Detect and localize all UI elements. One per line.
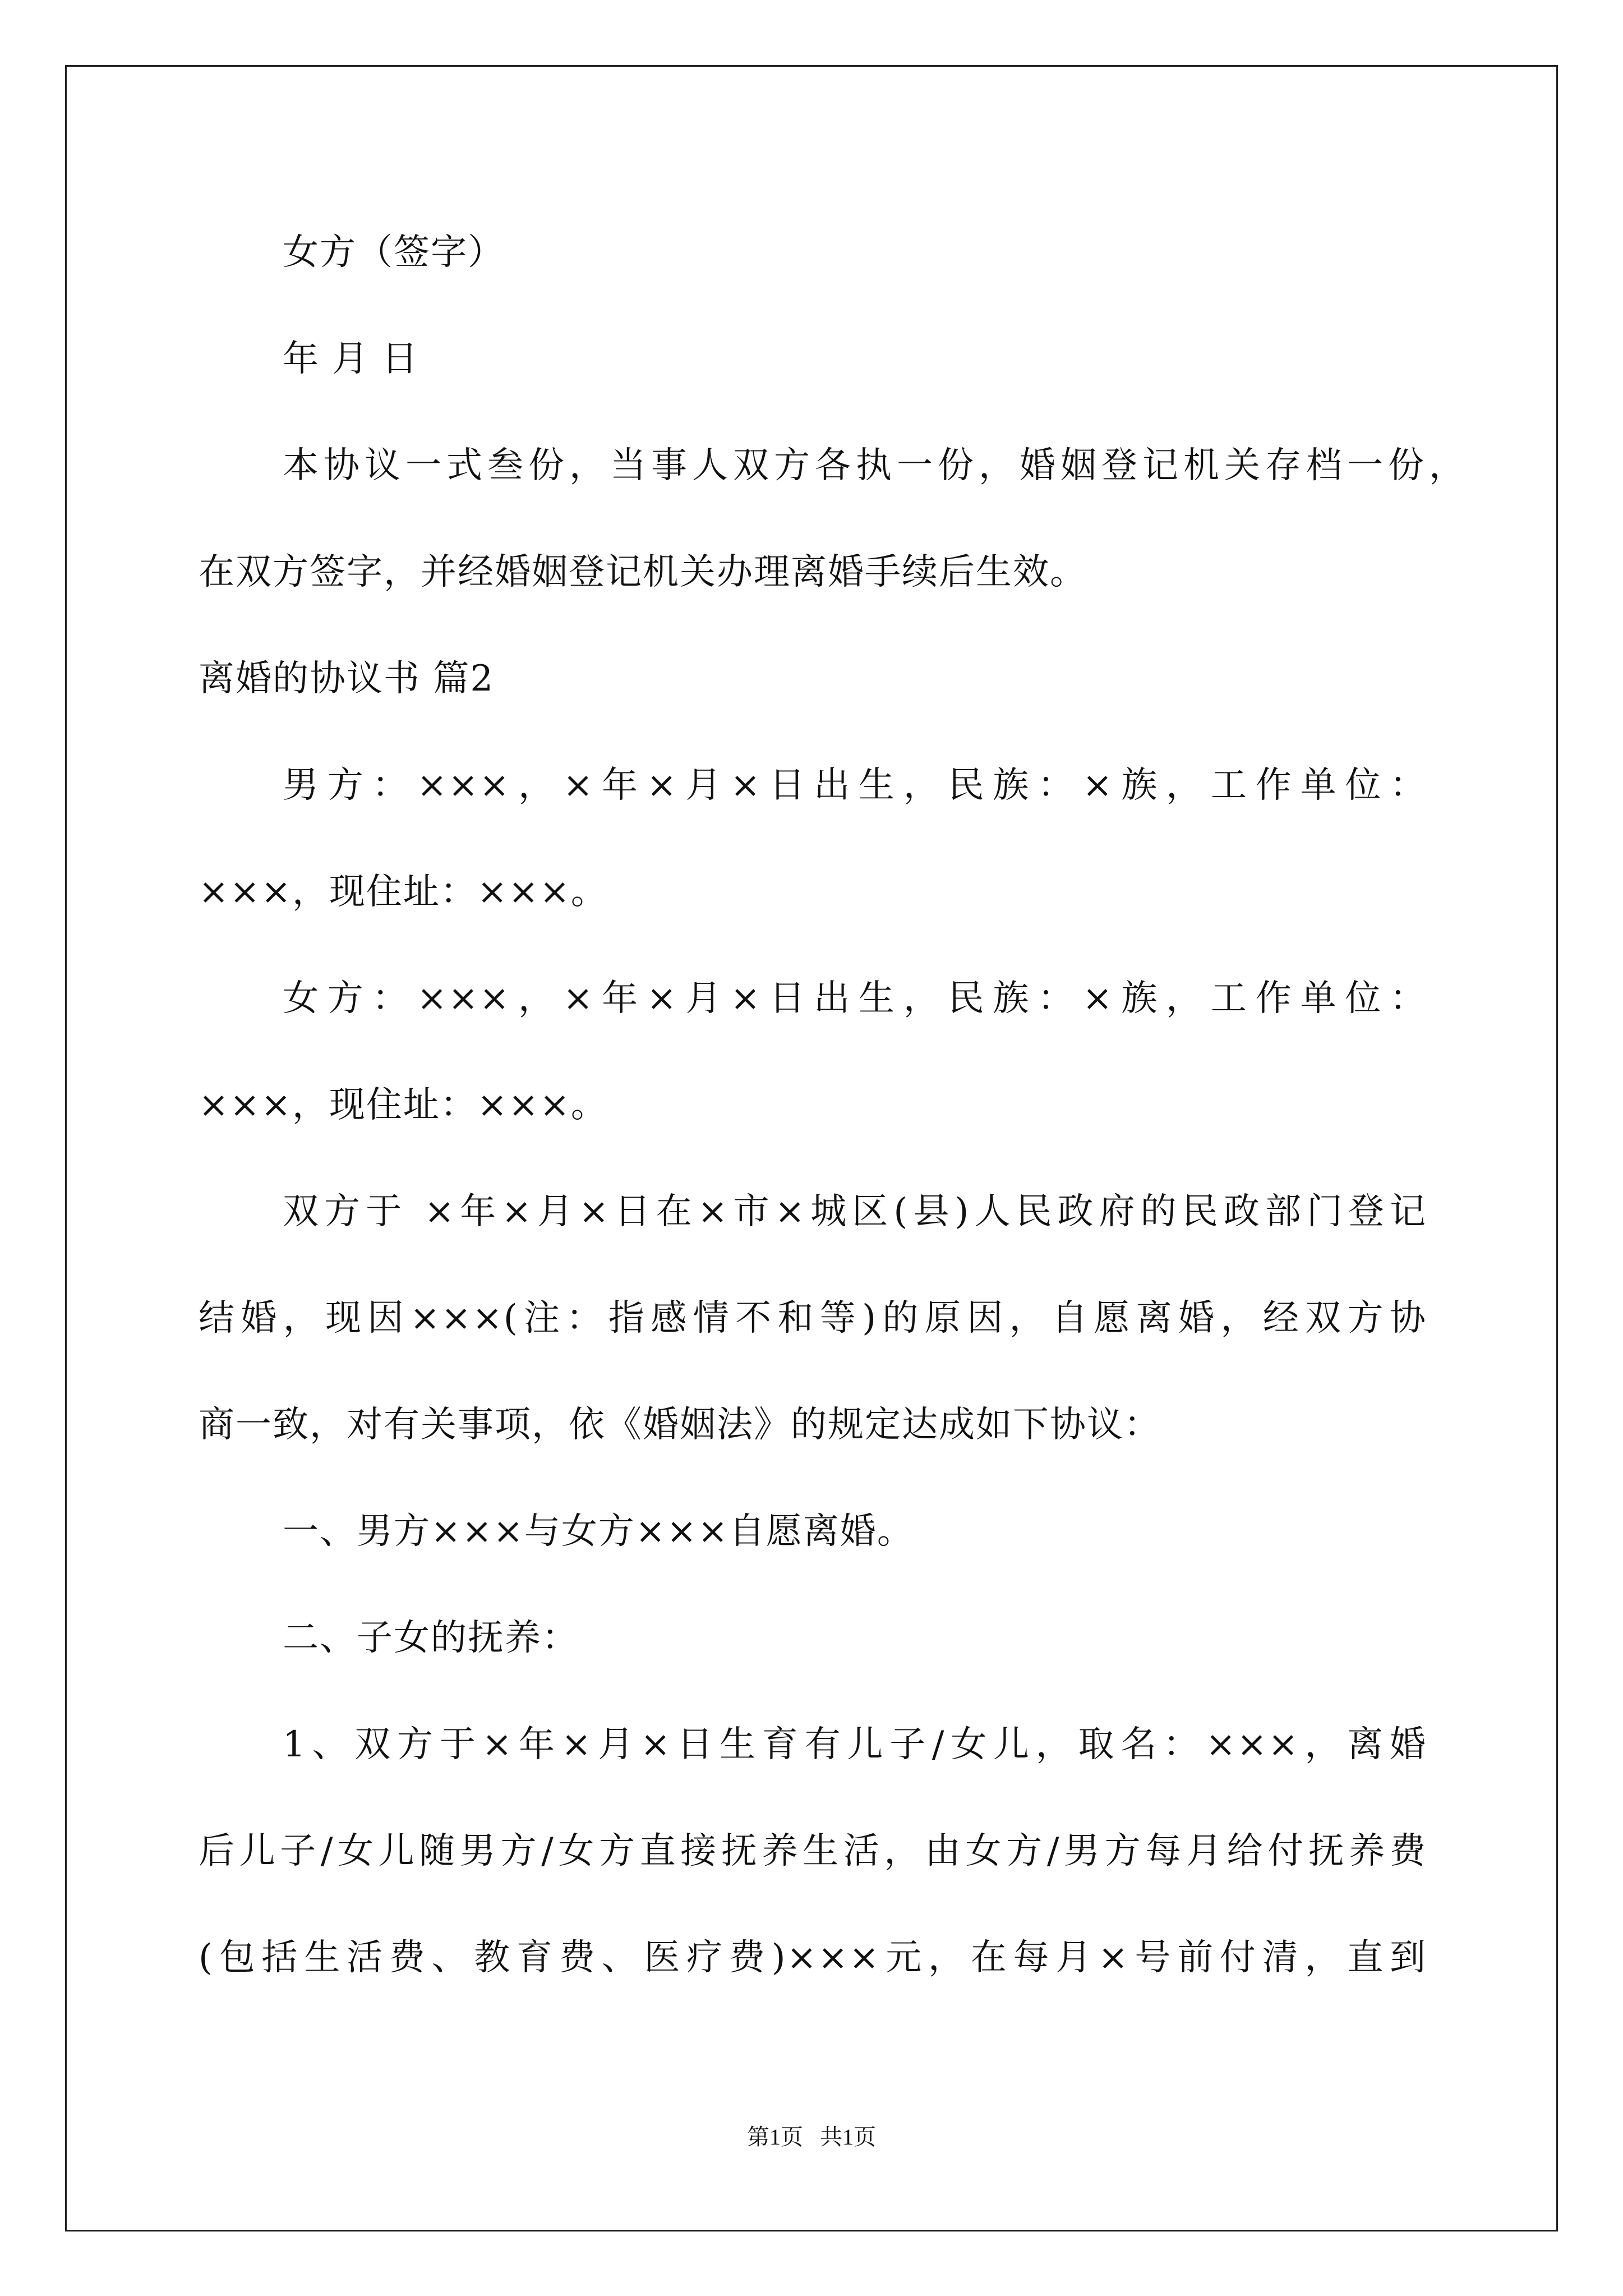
paragraph-line: 双方于 ×年×月×日在×市×城区(县)人民政府的民政部门登记 [283, 1191, 1427, 1232]
signature-line-female: 女方（签字） [283, 232, 505, 273]
paragraph-line: 一、男方×××与女方×××自愿离婚。 [283, 1511, 914, 1552]
paragraph-line: 商一致，对有关事项，依《婚姻法》的规定达成如下协议： [199, 1404, 1161, 1446]
paragraph-line: 后儿子/女儿随男方/女方直接抚养生活，由女方/男方每月给付抚养费 [199, 1830, 1427, 1872]
paragraph-line: 在双方签字，并经婚姻登记机关办理离婚手续后生效。 [199, 551, 1087, 593]
paragraph-line: ×××，现住址：×××。 [199, 1084, 608, 1126]
section-heading: 离婚的协议书 篇2 [199, 658, 495, 700]
paragraph-line: (包括生活费、教育费、医疗费)×××元，在每月×号前付清，直到 [199, 1937, 1427, 1978]
paragraph-line: 男方：×××，×年×月×日出生，民族：×族，工作单位： [283, 765, 1427, 806]
paragraph-line: 1、双方于×年×月×日生育有儿子/女儿，取名：×××，离婚 [283, 1724, 1427, 1765]
paragraph-line: 二、子女的抚养： [283, 1617, 579, 1659]
page-frame [65, 65, 1558, 2231]
paragraph-line: 女方：×××，×年×月×日出生，民族：×族，工作单位： [283, 978, 1427, 1019]
date-line: 年 月 日 [283, 338, 419, 380]
paragraph-line: 本协议一式叁份，当事人双方各执一份，婚姻登记机关存档一份， [283, 445, 1466, 486]
paragraph-line: 结婚，现因×××(注：指感情不和等)的原因，自愿离婚，经双方协 [199, 1297, 1427, 1339]
page-number-footer: 第1页 共1页 [747, 2124, 876, 2150]
paragraph-line: ×××，现住址：×××。 [199, 871, 608, 913]
